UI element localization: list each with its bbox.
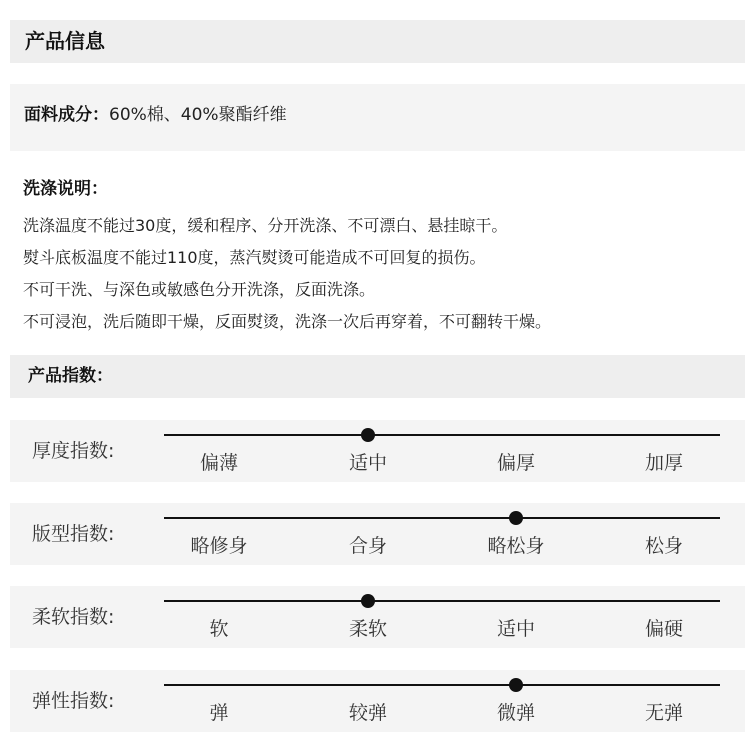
washing-line: 不可浸泡，洗后随即干燥，反面熨烫，洗涤一次后再穿着，不可翻转干燥。 [23,312,552,331]
index-label: 版型指数: [32,523,115,545]
index-option: 偏硬 [644,618,683,640]
washing-instructions [23,210,743,338]
index-option: 无弹 [644,702,683,724]
index-marker [361,594,375,608]
index-option: 加厚 [644,452,683,474]
product-info-header [10,20,745,63]
index-option: 偏薄 [199,452,238,474]
fit-index-row [10,503,745,565]
index-option: 合身 [348,535,387,557]
washing-line: 洗涤温度不能过30度，缓和程序、分开洗涤、不可漂白、悬挂晾干。 [23,216,508,235]
washing-line: 熨斗底板温度不能过110度，蒸汽熨烫可能造成不可回复的损伤。 [23,248,486,267]
index-option: 软 [209,618,229,640]
index-option: 弹 [209,702,229,724]
index-marker [509,511,523,525]
product-index-title: 产品指数： [28,366,113,386]
index-option: 微弹 [496,702,535,724]
index-option: 适中 [496,618,535,640]
index-option: 松身 [644,535,683,557]
index-scale-line [164,517,720,519]
product-index-header [10,355,745,398]
index-marker [361,428,375,442]
washing-title: 洗涤说明： [23,179,108,199]
fabric-composition [24,100,287,125]
index-option: 较弹 [348,702,387,724]
fabric-label: 面料成分： [24,105,109,125]
fabric-section [10,84,745,151]
index-label: 弹性指数: [32,690,115,712]
index-option: 偏厚 [496,452,535,474]
index-scale-line [164,434,720,436]
thickness-index-row [10,420,745,482]
index-label: 厚度指数: [32,440,115,462]
washing-line: 不可干洗、与深色或敏感色分开洗涤，反面洗涤。 [23,280,376,299]
index-option: 柔软 [348,618,387,640]
elasticity-index-row [10,670,745,732]
index-scale-line [164,684,720,686]
index-option: 略修身 [190,535,248,557]
index-marker [509,678,523,692]
softness-index-row [10,586,745,648]
index-scale-line [164,600,720,602]
index-option: 略松身 [487,535,545,557]
product-info-title: 产品信息 [25,29,105,53]
index-option: 适中 [348,452,387,474]
fabric-value: 60%棉、40%聚酯纤维 [109,105,287,125]
index-label: 柔软指数: [32,606,115,628]
